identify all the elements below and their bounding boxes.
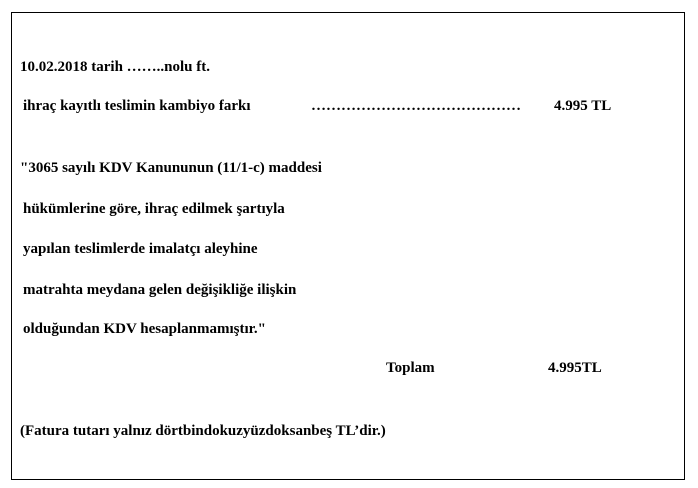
- note-line: yapılan teslimlerde imalatçı aleyhine: [23, 241, 258, 257]
- note-line: "3065 sayılı KDV Kanununun (11/1-c) maddesi: [20, 160, 322, 176]
- total-amount: 4.995TL: [548, 360, 602, 376]
- total-label: Toplam: [386, 360, 435, 376]
- note-line: olduğundan KDV hesaplanmamıştır.": [23, 321, 266, 337]
- note-line: matrahta meydana gelen değişikliğe ilişkin: [23, 282, 297, 298]
- exchange-difference-label: ihraç kayıtlı teslimin kambiyo farkı: [23, 98, 251, 114]
- amount-in-words: (Fatura tutarı yalnız dörtbindokuzyüzdoksanbeş TL’dir.): [20, 423, 386, 439]
- note-line: hükümlerine göre, ihraç edilmek şartıyla: [23, 201, 285, 217]
- exchange-difference-amount: 4.995 TL: [554, 98, 612, 114]
- invoice-reference: 10.02.2018 tarih ……..nolu ft.: [20, 59, 211, 75]
- dotted-leader: ……………………………………: [311, 98, 521, 114]
